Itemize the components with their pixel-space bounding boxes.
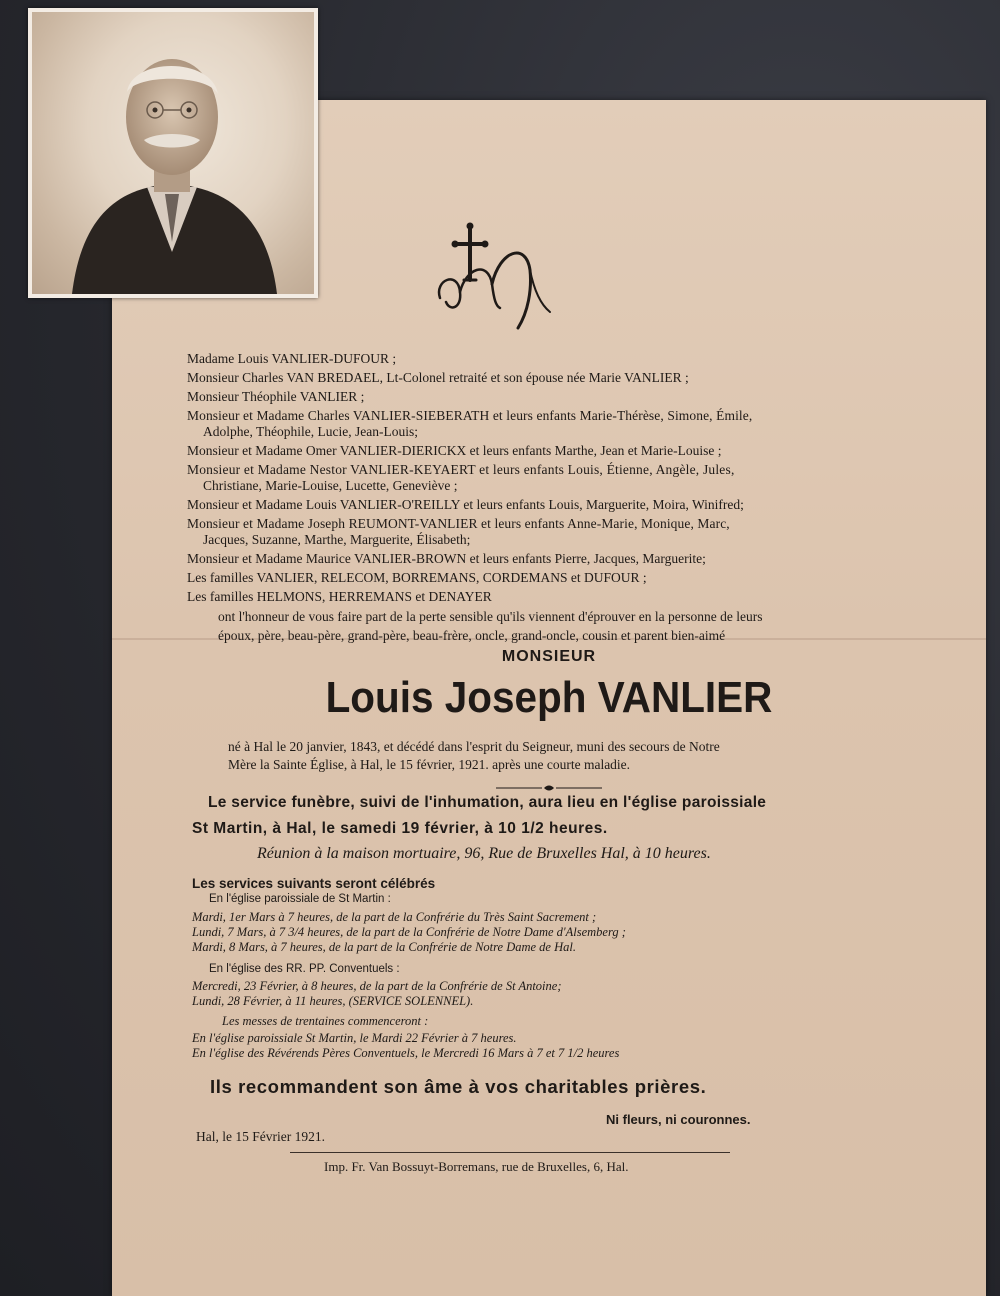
divider-line [290, 1152, 730, 1153]
announcement-line: époux, père, beau-père, grand-père, beau-frère, oncle, grand-oncle, cousin et parent bien-aimé [218, 628, 726, 643]
trentaines-line: En l'église des Révérends Pères Conventuels, le Mercredi 16 Mars à 7 et 7 1/2 heures [192, 1046, 620, 1060]
family-line: Les familles VANLIER, RELECOM, BORREMANS, CORDEMANS et DUFOUR ; [187, 570, 647, 585]
st-martin-line: Mardi, 1er Mars à 7 heures, de la part de la Confrérie du Très Saint Sacrement ; [192, 910, 597, 924]
honorific: MONSIEUR [501, 648, 597, 665]
conventuels-line: Mercredi, 23 Février, à 8 heures, de la part de la Confrérie de St Antoine; [192, 979, 562, 993]
st-martin-line: Lundi, 7 Mars, à 7 3/4 heures, de la part de la Confrérie de Notre Dame d'Alsemberg ; [192, 925, 626, 939]
family-line: Les familles HELMONS, HERREMANS et DENAYER [187, 589, 492, 604]
trentaines-line: En l'église paroissiale St Martin, le Mardi 22 Février à 7 heures. [192, 1031, 517, 1045]
family-line: Monsieur et Madame Maurice VANLIER-BROWN et leurs enfants Pierre, Jacques, Marguerite; [187, 551, 706, 566]
portrait-photo [28, 8, 318, 298]
family-line: Monsieur et Madame Omer VANLIER-DIERICKX et leurs enfants Marthe, Jean et Marie-Louise ; [187, 443, 722, 458]
reunion-line: Réunion à la maison mortuaire, 96, Rue de Bruxelles Hal, à 10 heures. [257, 845, 711, 862]
trentaines-heading: Les messes de trentaines commenceront : [222, 1014, 429, 1028]
ornament-divider [494, 783, 604, 793]
family-line: Monsieur Charles VAN BREDAEL, Lt-Colonel retraité et son épouse née Marie VANLIER ; [187, 370, 689, 385]
family-line: Monsieur et Madame Joseph REUMONT-VANLIER et leurs enfants Anne-Marie, Monique, Marc, [187, 516, 730, 531]
family-line: Christiane, Marie-Louise, Lucette, Geneviève ; [203, 478, 458, 493]
family-line: Monsieur et Madame Louis VANLIER-O'REILLY et leurs enfants Louis, Marguerite, Moira, Winifred; [187, 497, 744, 512]
place-date: Hal, le 15 Février 1921. [196, 1129, 325, 1144]
conventuels-heading: En l'église des RR. PP. Conventuels : [209, 963, 400, 975]
st-martin-heading: En l'église paroissiale de St Martin : [209, 893, 391, 905]
family-line: Adolphe, Théophile, Lucie, Jean-Louis; [203, 424, 418, 439]
printer-credit: Imp. Fr. Van Bossuyt-Borremans, rue de Bruxelles, 6, Hal. [324, 1159, 629, 1174]
family-line: Jacques, Suzanne, Marthe, Marguerite, Élisabeth; [203, 532, 471, 547]
funeral-line: St Martin, à Hal, le samedi 19 février, à 10 1/2 heures. [192, 820, 608, 837]
deceased-name: Louis Joseph VANLIER [325, 673, 773, 722]
portrait-image [32, 12, 314, 294]
family-line: Monsieur et Madame Charles VANLIER-SIEBERATH et leurs enfants Marie-Thérèse, Simone, Émile, [187, 408, 753, 423]
birth-death-line: Mère la Sainte Église, à Hal, le 15 février, 1921. après une courte maladie. [228, 757, 631, 772]
announcement-line: ont l'honneur de vous faire part de la perte sensible qu'ils viennent d'éprouver en la personne de leurs [218, 609, 763, 624]
cross-monogram-icon [430, 220, 560, 340]
services-heading: Les services suivants seront célébrés [192, 876, 436, 891]
prayer-line: Ils recommandent son âme à vos charitables prières. [210, 1076, 707, 1097]
birth-death-line: né à Hal le 20 janvier, 1843, et décédé dans l'esprit du Seigneur, muni des secours de Notre [228, 739, 720, 754]
st-martin-line: Mardi, 8 Mars, à 7 heures, de la part de la Confrérie de Notre Dame de Hal. [192, 940, 576, 954]
funeral-line: Le service funèbre, suivi de l'inhumation, aura lieu en l'église paroissiale [208, 794, 767, 811]
family-line: Monsieur Théophile VANLIER ; [187, 389, 365, 404]
family-line: Madame Louis VANLIER-DUFOUR ; [187, 351, 397, 366]
no-flowers-line: Ni fleurs, ni couronnes. [606, 1112, 751, 1127]
family-line: Monsieur et Madame Nestor VANLIER-KEYAERT et leurs enfants Louis, Étienne, Angèle, Jules, [187, 462, 735, 477]
conventuels-line: Lundi, 28 Février, à 11 heures, (SERVICE SOLENNEL). [192, 994, 474, 1008]
